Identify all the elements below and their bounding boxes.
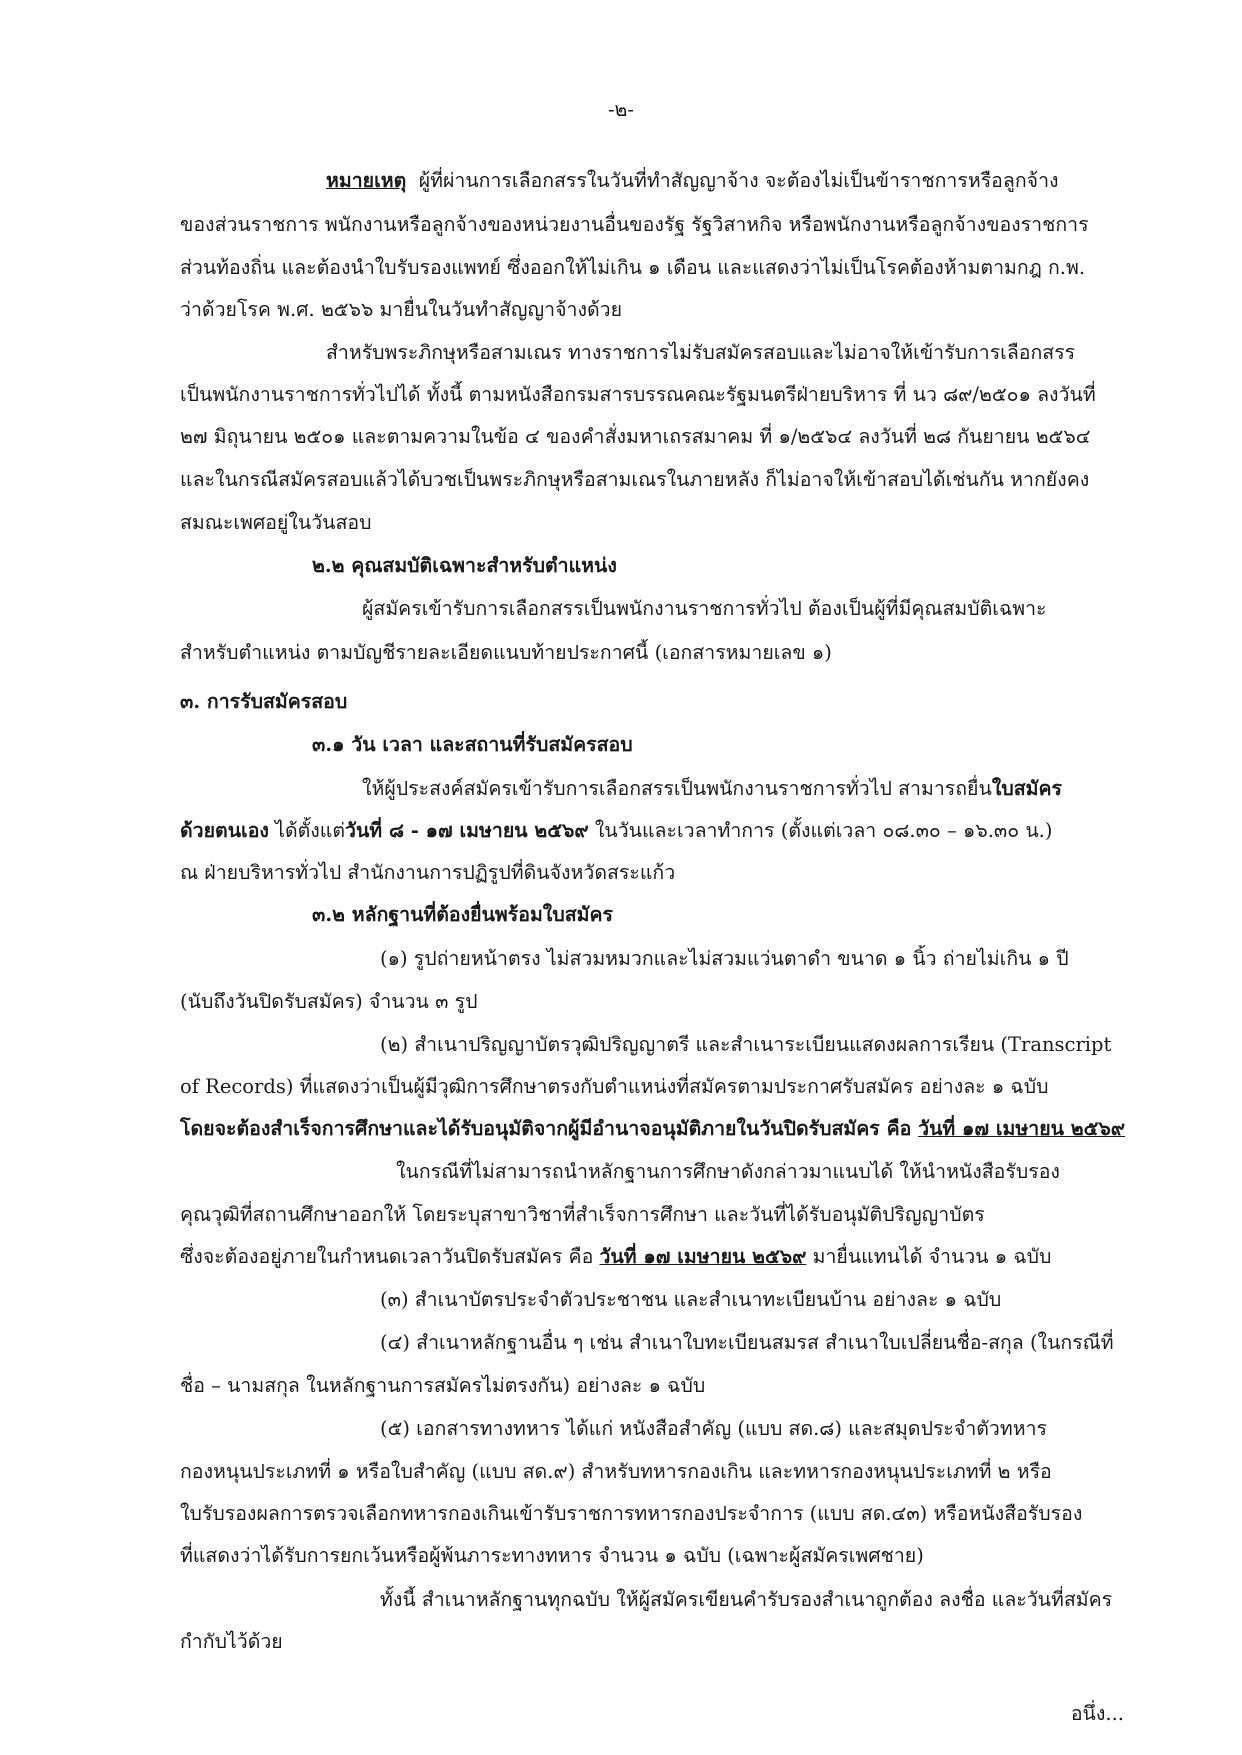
item-2-deadline-text: โดยจะต้องสำเร็จการศึกษาและได้รับอนุมัติจากผู้มีอำนาจอนุมัติภายในวันปิดรับสมัคร คือ bbox=[180, 1117, 919, 1140]
item-5-line-4: ที่แสดงว่าได้รับการยกเว้นหรือผู้พ้นภาระทางทหาร จำนวน ๑ ฉบับ (เฉพาะผู้สมัครเพศชาย) bbox=[180, 1544, 924, 1567]
item-4-line-2: ชื่อ – นามสกุล ในหลักฐานการสมัครไม่ตรงกัน) อย่างละ ๑ ฉบับ bbox=[180, 1374, 706, 1397]
s31-line-1-text: ให้ผู้ประสงค์สมัครเข้ารับการเลือกสรรเป็นพนักงานราชการทั่วไป สามารถยื่น bbox=[362, 777, 992, 800]
item-2-line-6-text: ซึ่งจะต้องอยู่ภายในกำหนดเวลาวันปิดรับสมัคร คือ bbox=[180, 1245, 600, 1268]
item-2-line-3 bbox=[180, 1115, 1125, 1143]
page-number: -๒- bbox=[607, 98, 635, 121]
section-3-1-heading: ๓.๑ วัน เวลา และสถานที่รับสมัครสอบ bbox=[312, 733, 633, 756]
item-2-line-1: (๒) สำเนาปริญญาบัตรวุฒิปริญญาตรี และสำเนาระเบียนแสดงผลการเรียน (Transcript bbox=[380, 1033, 1112, 1056]
s31-in-person: ด้วยตนเอง bbox=[180, 819, 269, 842]
section-3-heading: ๓. การรับสมัครสอบ bbox=[180, 690, 348, 713]
note-label: หมายเหตุ bbox=[326, 169, 407, 192]
item-2-line-4: ในกรณีที่ไม่สามารถนำหลักฐานการศึกษาดังกล่าวมาแนบได้ ให้นำหนังสือรับรอง bbox=[396, 1160, 1060, 1183]
section-3-2-heading: ๓.๒ หลักฐานที่ต้องยื่นพร้อมใบสมัคร bbox=[312, 903, 613, 926]
note-text-1: ผู้ที่ผ่านการเลือกสรรในวันที่ทำสัญญาจ้าง จะต้องไม่เป็นข้าราชการหรือลูกจ้าง bbox=[418, 169, 1059, 192]
note-line-4: ว่าด้วยโรค พ.ศ. ๒๕๖๖ มายื่นในวันทำสัญญาจ้างด้วย bbox=[180, 298, 623, 321]
monk-line-5: สมณะเพศอยู่ในวันสอบ bbox=[180, 511, 372, 534]
note-line-2: ของส่วนราชการ พนักงานหรือลูกจ้างของหน่วยงานอื่นของรัฐ รัฐวิสาหกิจ หรือพนักงานหรือลูกจ้างของราชการ bbox=[180, 213, 1089, 236]
monk-line-1: สำหรับพระภิกษุหรือสามเณร ทางราชการไม่รับสมัครสอบและไม่อาจให้เข้ารับการเลือกสรร bbox=[326, 341, 1076, 364]
monk-line-2: เป็นพนักงานราชการทั่วไปได้ ทั้งนี้ ตามหนังสือกรมสารบรรณคณะรัฐมนตรีฝ่ายบริหาร ที่ นว ๘๙/๒๕๐๑ ลงวันที่ bbox=[180, 383, 1096, 406]
note-line-3: ส่วนท้องถิ่น และต้องนำใบรับรองแพทย์ ซึ่งออกให้ไม่เกิน ๑ เดือน และแสดงว่าไม่เป็นโรคต้องห้ามตามกฎ ก.พ. bbox=[180, 256, 1086, 279]
item-4-line-1: (๔) สำเนาหลักฐานอื่น ๆ เช่น สำเนาใบทะเบียนสมรส สำเนาใบเปลี่ยนชื่อ-สกุล (ในกรณีที่ bbox=[380, 1331, 1114, 1354]
item-5-line-1: (๕) เอกสารทางทหาร ได้แก่ หนังสือสำคัญ (แบบ สด.๘) และสมุดประจำตัวทหาร bbox=[380, 1417, 1048, 1440]
s31-date-range: วันที่ ๘ - ๑๗ เมษายน ๒๕๖๙ bbox=[345, 819, 589, 842]
s31-line-1 bbox=[362, 775, 1125, 803]
certify-line-2: กำกับไว้ด้วย bbox=[180, 1630, 283, 1653]
monk-line-3: ๒๗ มิถุนายน ๒๕๐๑ และตามความในข้อ ๔ ของคำสั่งมหาเถรสมาคม ที่ ๑/๒๕๖๔ ลงวันที่ ๒๘ กันยายน ๒๕๖๔ bbox=[180, 425, 1091, 448]
s31-since: ได้ตั้งแต่ bbox=[268, 819, 346, 842]
s31-line-3: ณ ฝ่ายบริหารทั่วไป สำนักงานการปฏิรูปที่ดินจังหวัดสระแก้ว bbox=[180, 861, 676, 884]
item-5-line-3: ใบรับรองผลการตรวจเลือกทหารกองเกินเข้ารับราชการทหารกองประจำการ (แบบ สด.๔๓) หรือหนังสือรับรอง bbox=[180, 1502, 1083, 1525]
item-1-line-1: (๑) รูปถ่ายหน้าตรง ไม่สวมหมวกและไม่สวมแว่นตาดำ ขนาด ๑ นิ้ว ถ่ายไม่เกิน ๑ ปี bbox=[380, 947, 1069, 970]
s22-line-2: สำหรับตำแหน่ง ตามบัญชีรายละเอียดแนบท้ายประกาศนี้ (เอกสารหมายเลข ๑) bbox=[180, 641, 832, 664]
item-2-deadline-date: วันที่ ๑๗ เมษายน ๒๕๖๙ bbox=[918, 1117, 1125, 1140]
s31-hours: ในวันและเวลาทำการ (ตั้งแต่เวลา ๐๘.๓๐ – ๑๖.๓๐ น.) bbox=[588, 819, 1053, 842]
s22-line-1: ผู้สมัครเข้ารับการเลือกสรรเป็นพนักงานราชการทั่วไป ต้องเป็นผู้ที่มีคุณสมบัติเฉพาะ bbox=[362, 597, 1047, 620]
item-3-line-1: (๓) สำเนาบัตรประจำตัวประชาชน และสำเนาทะเบียนบ้าน อย่างละ ๑ ฉบับ bbox=[380, 1288, 1002, 1311]
monk-line-4: และในกรณีสมัครสอบแล้วได้บวชเป็นพระภิกษุหรือสามเณรในภายหลัง ก็ไม่อาจให้เข้าสอบได้เช่นกัน หากยังคง bbox=[180, 468, 1090, 491]
item-2-line-5: คุณวุฒิที่สถานศึกษาออกให้ โดยระบุสาขาวิชาที่สำเร็จการศึกษา และวันที่ได้รับอนุมัติปริญญาบัตร bbox=[180, 1203, 985, 1226]
item-1-line-2: (นับถึงวันปิดรับสมัคร) จำนวน ๓ รูป bbox=[180, 990, 478, 1013]
item-2-line-6-date: วันที่ ๑๗ เมษายน ๒๕๖๙ bbox=[599, 1245, 807, 1268]
s31-line-2 bbox=[180, 817, 1125, 845]
section-2-2-heading: ๒.๒ คุณสมบัติเฉพาะสำหรับตำแหน่ง bbox=[312, 554, 617, 577]
item-2-line-6-end: มายื่นแทนได้ จำนวน ๑ ฉบับ bbox=[806, 1245, 1052, 1268]
note-line-1 bbox=[326, 167, 1125, 195]
item-5-line-2: กองหนุนประเภทที่ ๑ หรือใบสำคัญ (แบบ สด.๙) สำหรับทหารกองเกิน และทหารกองหนุนประเภทที่ ๒ หรือ bbox=[180, 1460, 1052, 1483]
item-2-line-6 bbox=[180, 1243, 1125, 1271]
continuation-footer: อนึ่ง... bbox=[1070, 1702, 1124, 1725]
item-2-line-2: of Records) ที่แสดงว่าเป็นผู้มีวุฒิการศึกษาตรงกับตำแหน่งที่สมัครตามประกาศรับสมัคร อย่างละ ๑ ฉบับ bbox=[180, 1075, 1049, 1098]
s31-application-form: ใบสมัคร bbox=[991, 777, 1062, 800]
certify-line-1: ทั้งนี้ สำเนาหลักฐานทุกฉบับ ให้ผู้สมัครเขียนคำรับรองสำเนาถูกต้อง ลงชื่อ และวันที่สมัคร bbox=[380, 1588, 1113, 1611]
